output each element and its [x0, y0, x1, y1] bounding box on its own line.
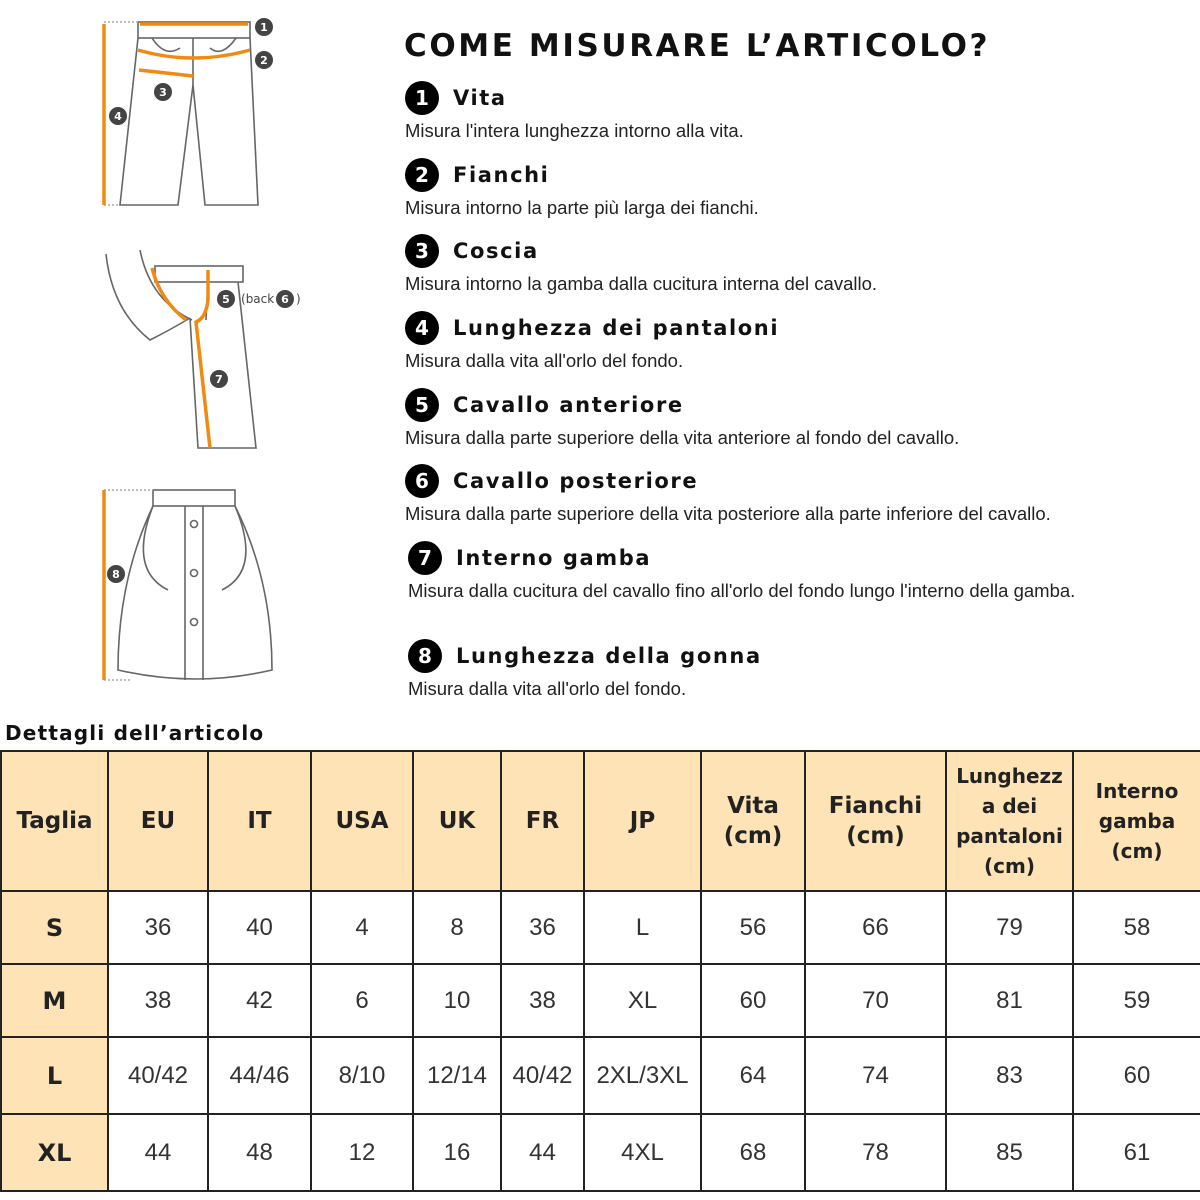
cell-lunghezza: 79 — [946, 891, 1073, 964]
cell-interno: 58 — [1073, 891, 1200, 964]
item-title: Cavallo posteriore — [453, 469, 699, 493]
pants-side-illustration — [106, 250, 256, 448]
marker-1 — [255, 18, 273, 36]
header-usa: USA — [311, 751, 413, 891]
measure-item-cavallo-anteriore — [405, 387, 1150, 449]
cell-fianchi: 70 — [805, 964, 946, 1037]
item-title: Coscia — [453, 239, 539, 263]
cell-it: 40 — [208, 891, 311, 964]
marker-8 — [107, 565, 125, 583]
measure-item-lunghezza-gonna — [408, 638, 1153, 700]
header-uk: UK — [413, 751, 501, 891]
item-title: Vita — [453, 86, 507, 110]
item-description: Misura dalla vita all'orlo del fondo. — [405, 350, 684, 371]
item-title: Lunghezza dei pantaloni — [453, 316, 780, 340]
table-row — [1, 1114, 1200, 1191]
cell-fianchi: 74 — [805, 1037, 946, 1114]
cell-usa: 6 — [311, 964, 413, 1037]
number-8-icon: 8 — [408, 639, 442, 673]
measurement-diagrams — [0, 0, 400, 700]
cell-uk: 12/14 — [413, 1037, 501, 1114]
number-5-icon: 5 — [405, 388, 439, 422]
cell-taglia: M — [1, 964, 108, 1037]
cell-eu: 36 — [108, 891, 208, 964]
item-title: Fianchi — [453, 163, 550, 187]
marker-4 — [109, 107, 127, 125]
cell-usa: 8/10 — [311, 1037, 413, 1114]
cell-fianchi: 78 — [805, 1114, 946, 1191]
garment-illustrations — [0, 0, 400, 700]
page-title: COME MISURARE L’ARTICOLO? — [404, 28, 991, 64]
cell-fianchi: 66 — [805, 891, 946, 964]
cell-it: 44/46 — [208, 1037, 311, 1114]
skirt-illustration — [104, 490, 272, 680]
marker-7 — [210, 370, 228, 388]
header-fr: FR — [501, 751, 584, 891]
cell-lunghezza: 83 — [946, 1037, 1073, 1114]
cell-jp: 4XL — [584, 1114, 701, 1191]
number-1-icon: 1 — [405, 81, 439, 115]
marker-5 — [217, 290, 235, 308]
cell-eu: 40/42 — [108, 1037, 208, 1114]
svg-text:2: 2 — [260, 54, 268, 67]
cell-taglia: S — [1, 891, 108, 964]
svg-text:1: 1 — [260, 21, 268, 34]
cell-lunghezza: 81 — [946, 964, 1073, 1037]
back-label: back — [245, 292, 275, 306]
item-description: Misura dalla vita all'orlo del fondo. — [408, 678, 687, 699]
item-description: Misura dalla parte superiore della vita posteriore alla parte inferiore del cavallo. — [405, 503, 1051, 524]
details-title: Dettagli dell’articolo — [5, 721, 265, 745]
cell-interno: 61 — [1073, 1114, 1200, 1191]
cell-jp: L — [584, 891, 701, 964]
number-7-icon: 7 — [408, 541, 442, 575]
cell-usa: 12 — [311, 1114, 413, 1191]
cell-fr: 44 — [501, 1114, 584, 1191]
svg-text:4: 4 — [114, 110, 122, 123]
svg-text:): ) — [296, 292, 301, 306]
measure-item-interno-gamba — [408, 540, 1149, 602]
cell-it: 48 — [208, 1114, 311, 1191]
svg-text:8: 8 — [112, 568, 120, 581]
cell-fr: 40/42 — [501, 1037, 584, 1114]
marker-3 — [154, 83, 172, 101]
cell-lunghezza: 85 — [946, 1114, 1073, 1191]
item-description: Misura l'intera lunghezza intorno alla vita. — [405, 120, 744, 141]
cell-vita: 60 — [701, 964, 805, 1037]
marker-6 — [276, 290, 294, 308]
measure-item-cavallo-posteriore — [405, 463, 1150, 525]
header-it: IT — [208, 751, 311, 891]
item-description: Misura intorno la gamba dalla cucitura interna del cavallo. — [405, 273, 878, 294]
table-header-row — [1, 751, 1200, 891]
number-2-icon: 2 — [405, 158, 439, 192]
marker-2 — [255, 51, 273, 69]
measure-item-lunghezza-pantaloni — [405, 310, 1150, 372]
cell-it: 42 — [208, 964, 311, 1037]
cell-fr: 36 — [501, 891, 584, 964]
cell-fr: 38 — [501, 964, 584, 1037]
table-row — [1, 964, 1200, 1037]
number-3-icon: 3 — [405, 234, 439, 268]
measure-item-vita — [405, 80, 1150, 142]
cell-interno: 59 — [1073, 964, 1200, 1037]
header-jp: JP — [584, 751, 701, 891]
header-vita: Vita (cm) — [701, 751, 805, 891]
item-description: Misura intorno la parte più larga dei fianchi. — [405, 197, 759, 218]
cell-interno: 60 — [1073, 1037, 1200, 1114]
cell-eu: 44 — [108, 1114, 208, 1191]
item-description: Misura dalla parte superiore della vita anteriore al fondo del cavallo. — [405, 427, 960, 448]
cell-vita: 56 — [701, 891, 805, 964]
header-fianchi: Fianchi (cm) — [805, 751, 946, 891]
table-row — [1, 891, 1200, 964]
cell-eu: 38 — [108, 964, 208, 1037]
pants-front-illustration — [104, 22, 258, 205]
cell-jp: 2XL/3XL — [584, 1037, 701, 1114]
header-interno: Interno gamba (cm) — [1073, 751, 1200, 891]
cell-taglia: L — [1, 1037, 108, 1114]
item-title: Cavallo anteriore — [453, 393, 684, 417]
measure-item-fianchi — [405, 157, 1150, 219]
cell-vita: 64 — [701, 1037, 805, 1114]
number-4-icon: 4 — [405, 311, 439, 345]
size-table — [0, 750, 1200, 1192]
cell-uk: 8 — [413, 891, 501, 964]
header-taglia: Taglia — [1, 751, 108, 891]
svg-text:3: 3 — [159, 86, 167, 99]
svg-text:7: 7 — [215, 373, 223, 386]
item-title: Lunghezza della gonna — [456, 644, 762, 668]
item-description: Misura dalla cucitura del cavallo fino all'orlo del fondo lungo l'interno della gamba. — [408, 580, 1076, 601]
svg-text:6: 6 — [281, 293, 289, 306]
table-row — [1, 1037, 1200, 1114]
cell-uk: 16 — [413, 1114, 501, 1191]
svg-text:(back: (back — [241, 292, 275, 306]
item-title: Interno gamba — [456, 546, 652, 570]
number-6-icon: 6 — [405, 464, 439, 498]
cell-taglia: XL — [1, 1114, 108, 1191]
cell-jp: XL — [584, 964, 701, 1037]
header-eu: EU — [108, 751, 208, 891]
cell-usa: 4 — [311, 891, 413, 964]
cell-uk: 10 — [413, 964, 501, 1037]
cell-vita: 68 — [701, 1114, 805, 1191]
svg-text:5: 5 — [222, 293, 230, 306]
header-lunghezza: Lunghezz a dei pantaloni (cm) — [946, 751, 1073, 891]
measure-item-coscia — [405, 233, 1150, 295]
